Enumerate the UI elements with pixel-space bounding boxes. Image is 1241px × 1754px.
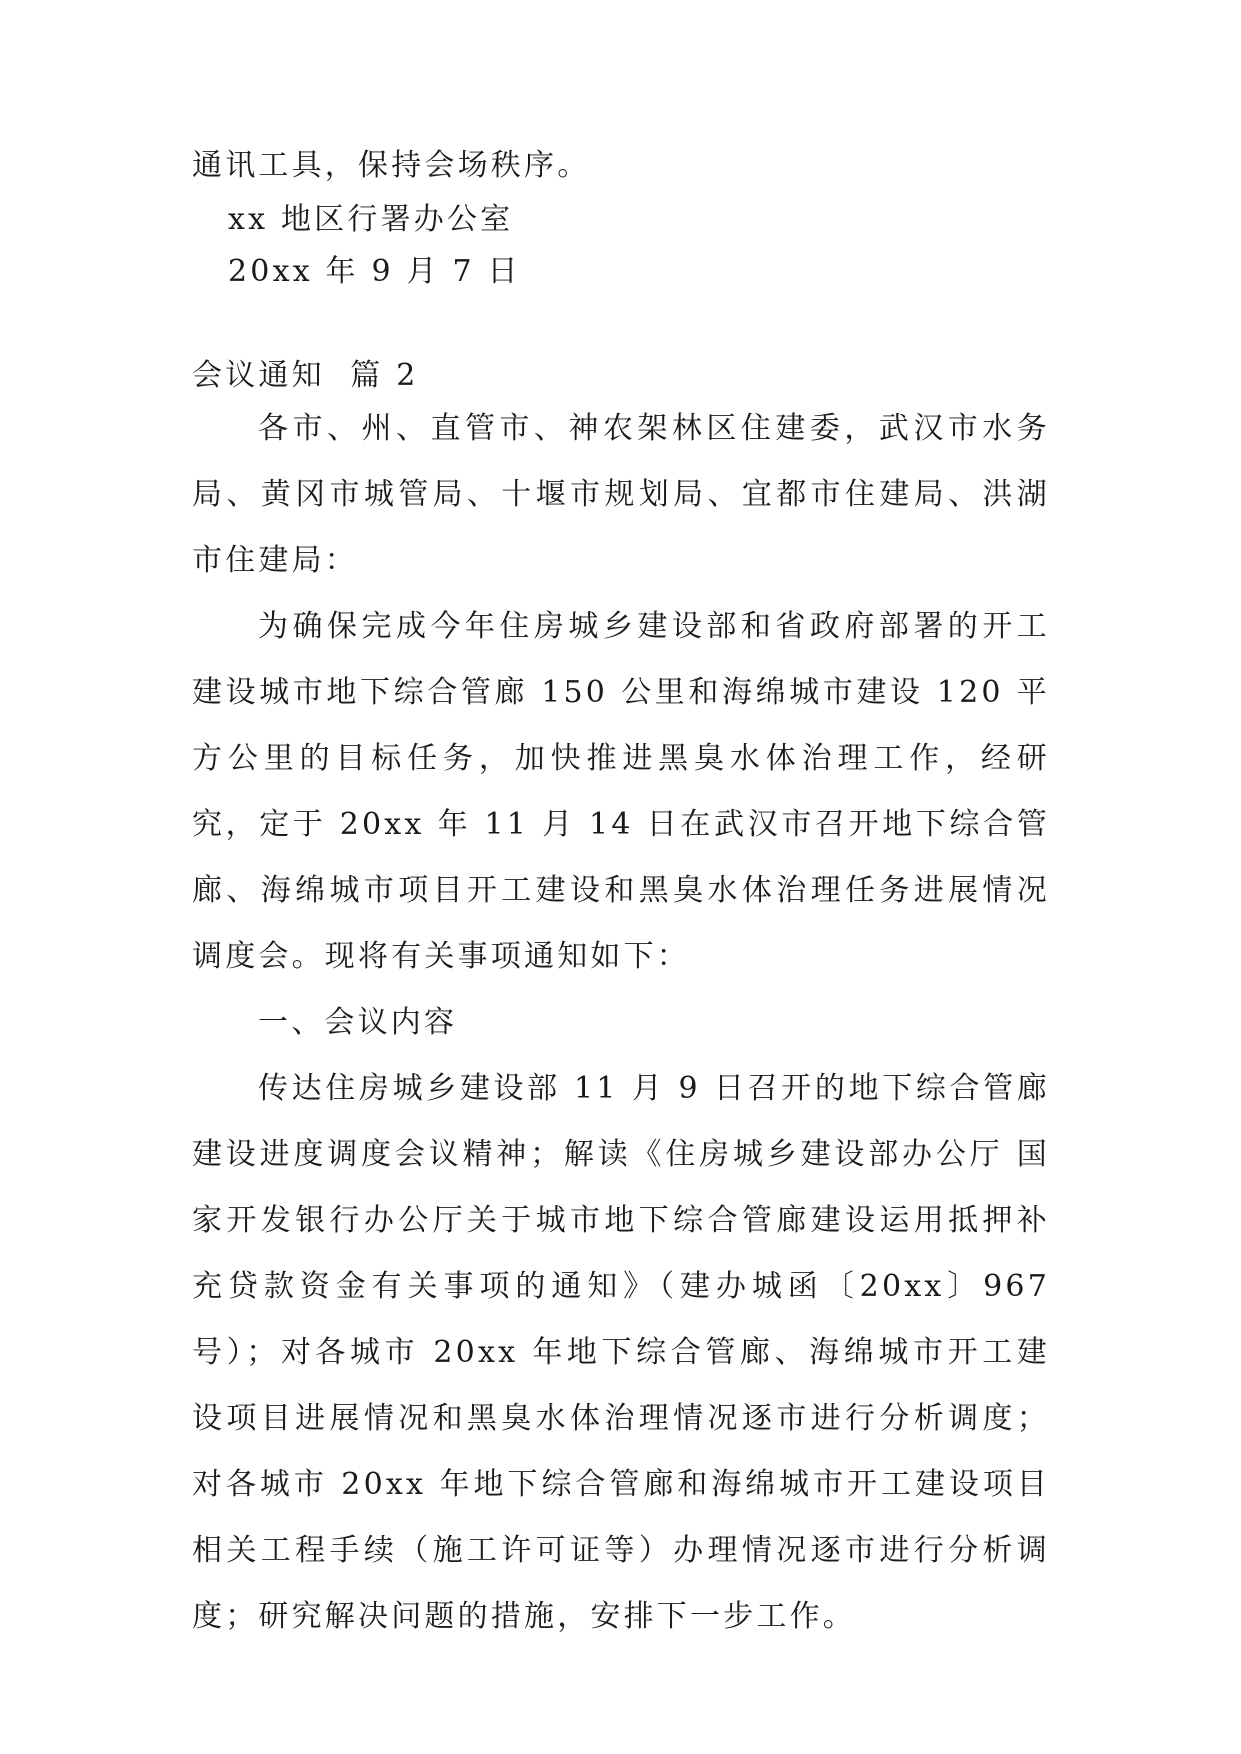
continuation-line: 通讯工具，保持会场秩序。 <box>192 148 591 183</box>
addressees-paragraph: 各市、州、直管市、神农架林区住建委，武汉市水务局、黄冈市城管局、十堰市规划局、宜都市住建局、洪湖市住建局： <box>192 411 1050 578</box>
intro-paragraph: 为确保完成今年住房城乡建设部和省政府部署的开工建设城市地下综合管廊 150 公里和海绵城市建设 120 平方公里的目标任务，加快推进黑臭水体治理工作，经研究，定于 20xx 年 11 月 14 日在武汉市召开地下综合管廊、海绵城市项目开工建设和黑臭水体治理任务进展情况调度会。现将有关事项通知如下： <box>192 609 1050 974</box>
signature-organization: xx 地区行署办公室 <box>228 202 514 237</box>
signature-date: 20xx 年 9 月 7 日 <box>228 254 521 289</box>
section-heading: 会议通知 篇 2 <box>192 358 419 393</box>
body-text <box>192 396 1050 1650</box>
item-heading: 一、会议内容 <box>258 1005 458 1040</box>
item-content-paragraph: 传达住房城乡建设部 11 月 9 日召开的地下综合管廊建设进度调度会议精神；解读《住房城乡建设部办公厅 国家开发银行办公厅关于城市地下综合管廊建设运用抵押补充贷款资金有关事项的通知》（建办城函〔20xx〕967 号）；对各城市 20xx 年地下综合管廊、海绵城市开工建设项目进展情况和黑臭水体治理情况逐市进行分析调度；对各城市 20xx 年地下综合管廊和海绵城市开工建设项目相关工程手续（施工许可证等）办理情况逐市进行分析调度；研究解决问题的措施，安排下一步工作。 <box>192 1071 1050 1634</box>
